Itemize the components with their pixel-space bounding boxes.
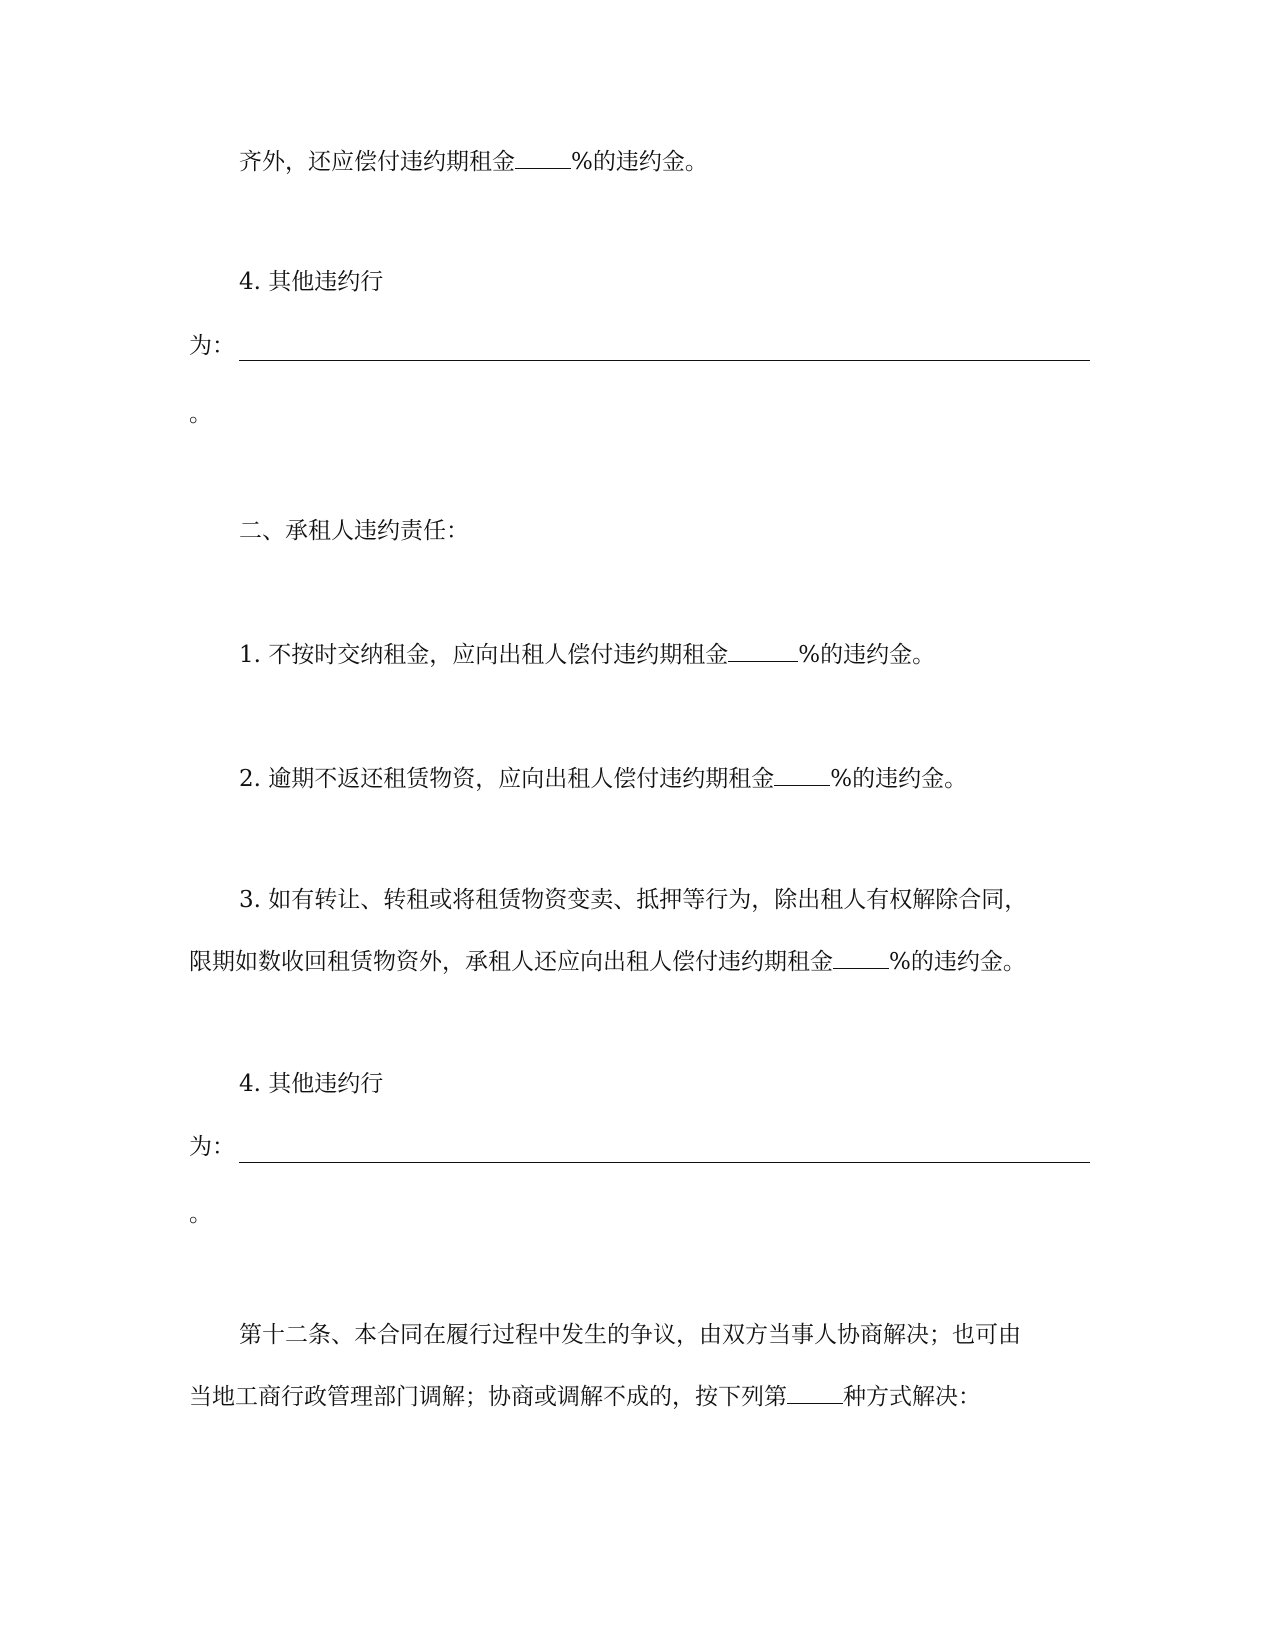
paragraph-penalty-continuation bbox=[239, 146, 1139, 178]
paragraph-other-breach-2-label bbox=[189, 1131, 1089, 1163]
fill-blank[interactable] bbox=[515, 146, 571, 169]
text: %的违约金。 bbox=[889, 949, 1026, 975]
fill-line[interactable] bbox=[239, 360, 1090, 361]
paragraph-other-breach-1 bbox=[239, 266, 1139, 298]
text: 3. 如有转让、转租或将租赁物资变卖、抵押等行为，除出租人有权解除合同， bbox=[239, 887, 1028, 913]
fill-blank[interactable] bbox=[774, 763, 830, 786]
text: %的违约金。 bbox=[830, 766, 968, 792]
paragraph-clause-1 bbox=[239, 639, 1139, 671]
text: 二、承租人违约责任： bbox=[239, 518, 469, 544]
text: 当地工商行政管理部门调解；协商或调解不成的，按下列第 bbox=[189, 1384, 787, 1410]
text: 限期如数收回租赁物资外，承租人还应向出租人偿付违约期租金 bbox=[189, 949, 833, 975]
paragraph-clause-3 bbox=[239, 884, 1139, 916]
text: 2. 逾期不返还租赁物资，应向出租人偿付违约期租金 bbox=[239, 766, 775, 792]
fill-blank[interactable] bbox=[833, 946, 889, 969]
text: 1. 不按时交纳租金，应向出租人偿付违约期租金 bbox=[239, 642, 729, 668]
paragraph-other-breach-1-label bbox=[189, 330, 1089, 362]
fill-line[interactable] bbox=[239, 1162, 1090, 1163]
article-12 bbox=[239, 1319, 1139, 1351]
text: 第十二条、本合同在履行过程中发生的争议，由双方当事人协商解决；也可由 bbox=[239, 1322, 1021, 1348]
text: %的违约金。 bbox=[571, 149, 708, 175]
fill-blank[interactable] bbox=[728, 639, 798, 662]
text: 种方式解决： bbox=[843, 1384, 981, 1410]
text: 4. 其他违约行 bbox=[239, 269, 384, 295]
paragraph-clause-3-continued bbox=[189, 946, 1089, 978]
text: 。 bbox=[189, 401, 212, 427]
paragraph-other-breach-2 bbox=[239, 1068, 1139, 1100]
text: 为： bbox=[189, 333, 235, 359]
text: %的违约金。 bbox=[798, 642, 936, 668]
text: 齐外，还应偿付违约期租金 bbox=[239, 149, 515, 175]
text: 。 bbox=[189, 1201, 212, 1227]
fill-blank[interactable] bbox=[787, 1381, 843, 1404]
section-heading-lessee-liability bbox=[239, 515, 1139, 547]
text: 为： bbox=[189, 1134, 235, 1160]
paragraph-period bbox=[189, 398, 1089, 430]
text: 4. 其他违约行 bbox=[239, 1071, 384, 1097]
paragraph-clause-2 bbox=[239, 763, 1139, 795]
paragraph-period bbox=[189, 1198, 1089, 1230]
article-12-continued bbox=[189, 1381, 1089, 1413]
